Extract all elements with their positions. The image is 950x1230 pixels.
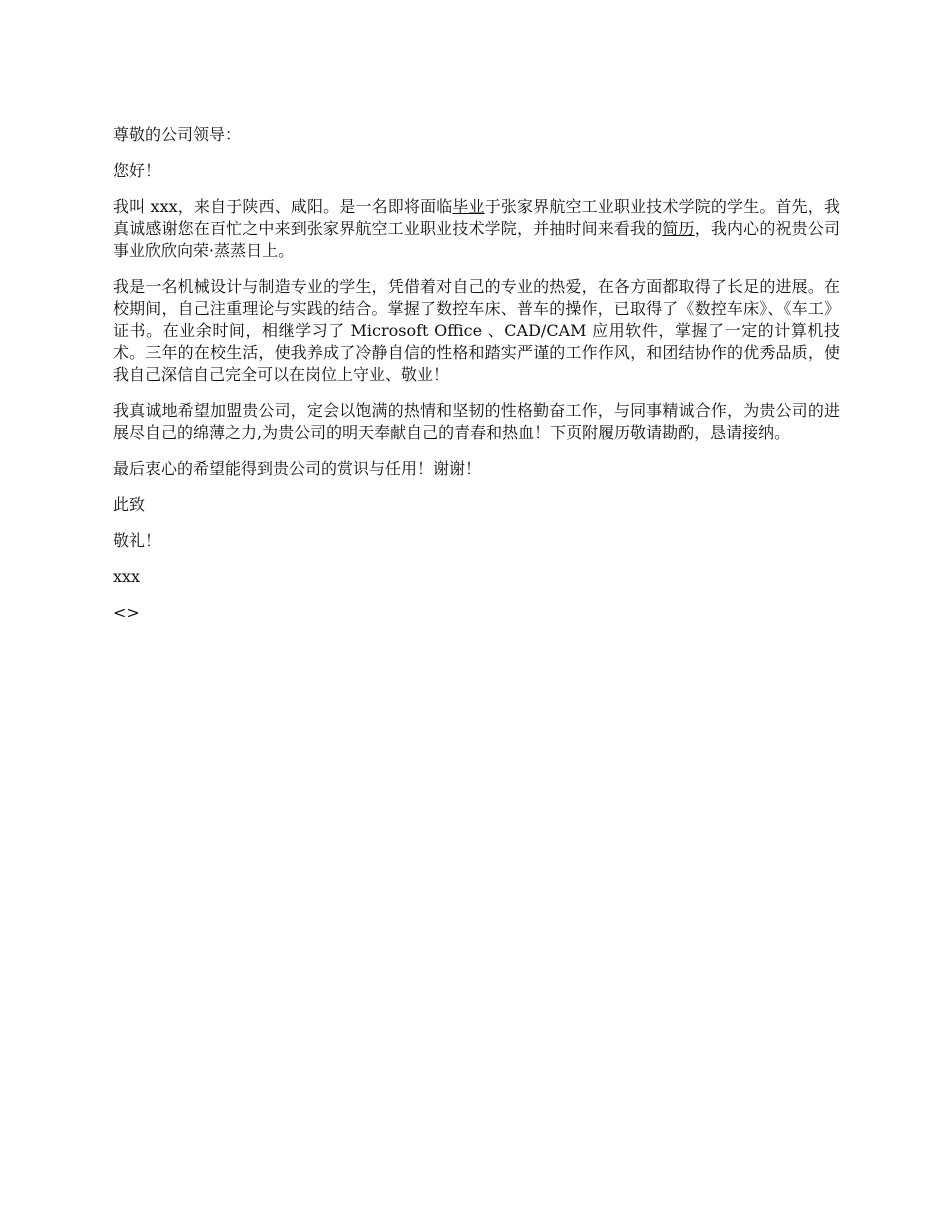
intro-text-b: 于张家界航空工业职业技术学院的学生。首先，我真诚感谢您在百忙之中来到张家界航空工业职业技术学院，并抽时间来看我的 (113, 197, 840, 238)
intro-paragraph (113, 196, 840, 262)
intro-text-a: 我叫 xxx，来自于陕西、咸阳。是一名即将面临 (113, 197, 453, 216)
closing-line-2: 敬礼！ (113, 531, 162, 550)
intro-text-c: ，我内心的祝贵公司事业欣欣向荣·蒸蒸日上。 (113, 219, 840, 260)
resume-link[interactable]: 简历 (662, 219, 695, 238)
greeting: 您好！ (113, 161, 162, 180)
hope-paragraph: 我真诚地希望加盟贵公司，定会以饱满的热情和坚韧的性格勤奋工作，与同事精诚合作，为贵公司的进展尽自己的绵薄之力,为贵公司的明天奉献自己的青春和热血！下页附履历敬请勘酌，恳请接纳。 (113, 401, 840, 442)
signature: xxx (113, 567, 141, 586)
letter-body (113, 124, 840, 638)
background-paragraph: 我是一名机械设计与制造专业的学生，凭借着对自己的专业的热爱，在各方面都取得了长足的进展。在校期间，自己注重理论与实践的结合。掌握了数控车床、普车的操作，已取得了《数控车床》、《车工》证书。在业余时间，相继学习了 Microsoft Office 、CAD/CAM 应用软件，掌握了一定的计算机技术。三年的在校生活，使我养成了冷静自信的性格和踏实严谨的工作作风，和团结协作的优秀品质，使我自己深信自己完全可以在岗位上守业、敬业！ (113, 277, 840, 384)
graduation-link[interactable]: 毕业 (452, 197, 485, 216)
thanks-paragraph: 最后衷心的希望能得到贵公司的赏识与任用！谢谢！ (113, 459, 482, 478)
footer-mark: <> (113, 603, 140, 622)
salutation: 尊敬的公司领导： (113, 125, 242, 144)
closing-line-1: 此致 (113, 495, 146, 514)
